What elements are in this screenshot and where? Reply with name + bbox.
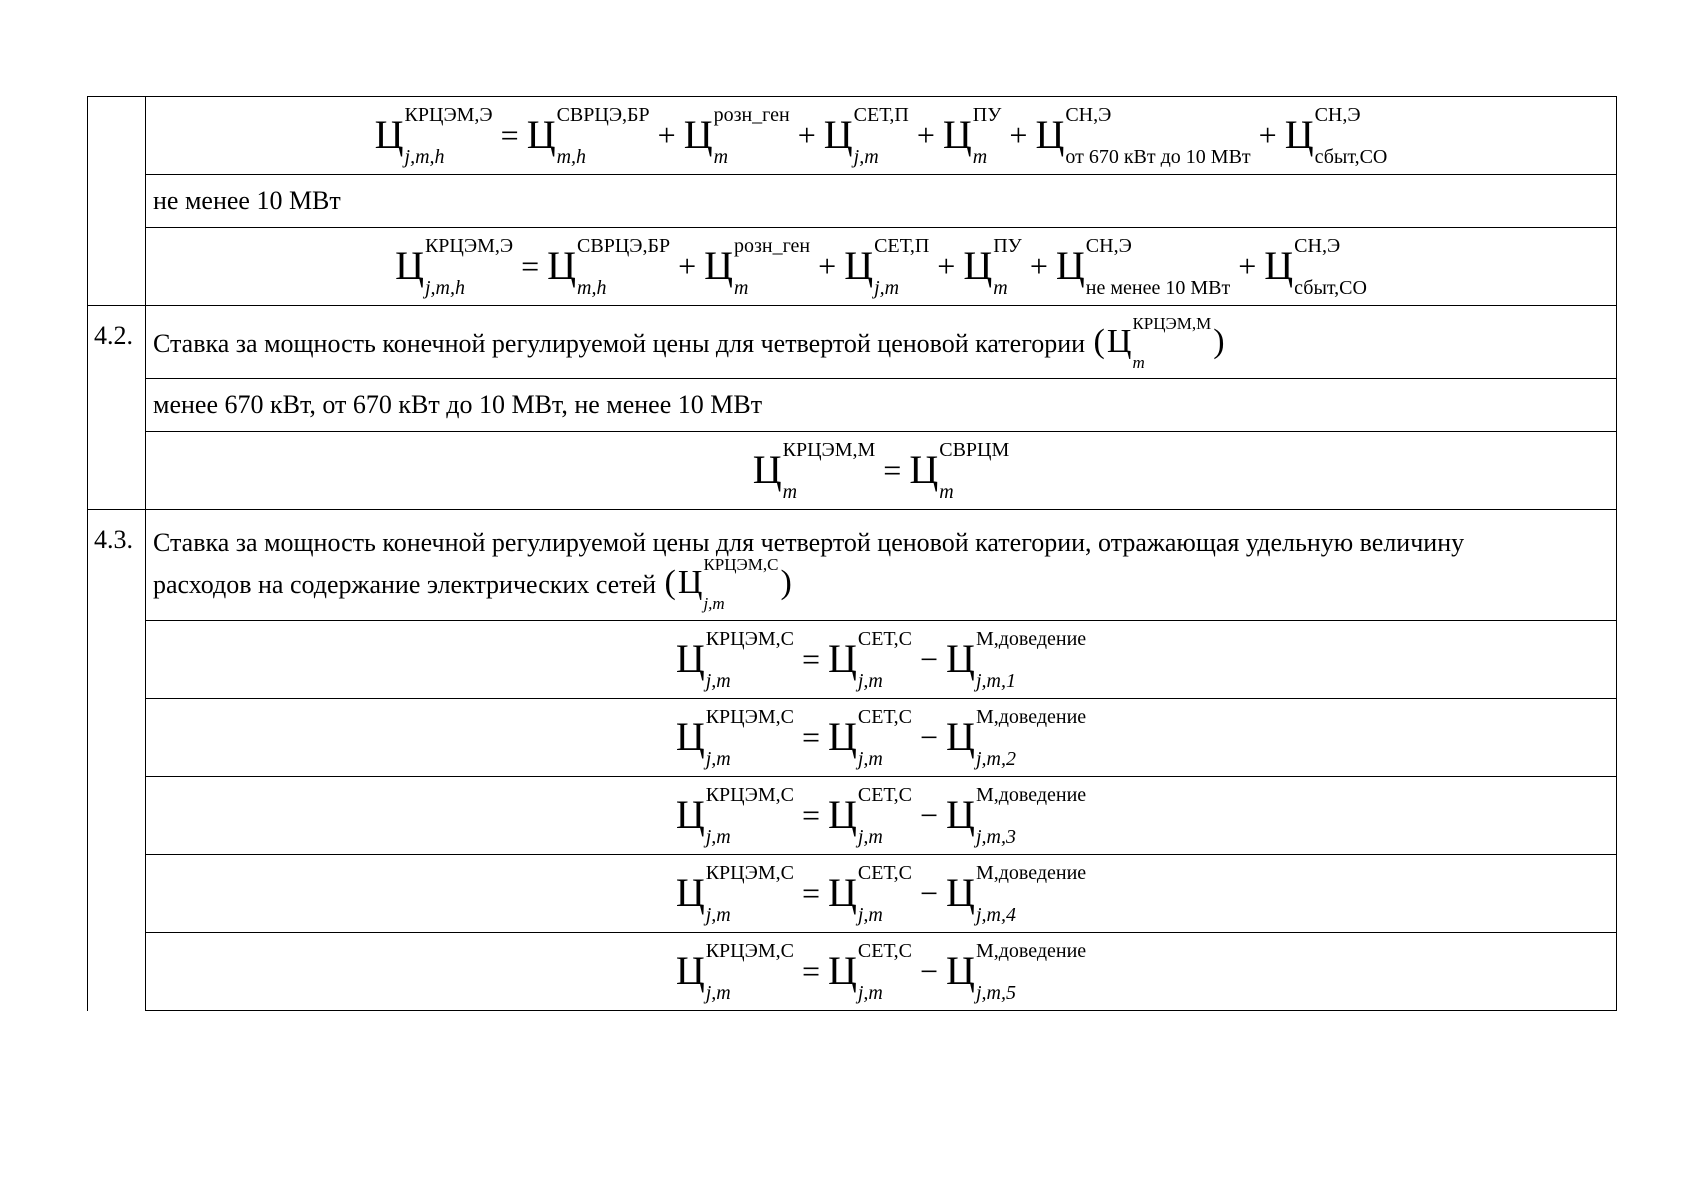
section-number: 4.3. — [88, 510, 146, 1011]
row-number-cell — [88, 97, 146, 306]
table-row — [88, 933, 1617, 1011]
table-row — [88, 306, 1617, 379]
tariff-table — [87, 96, 1617, 1011]
table-row — [88, 855, 1617, 933]
equals-sign: = — [801, 952, 820, 989]
equals-sign: = — [801, 718, 820, 755]
price-symbol: Ц ПУ m — [942, 104, 1002, 169]
section-title: Ставка за мощность конечной регулируемой цены для четвертой ценовой категории, отражающая удельную величину расходов на содержание электрических сетей ( Ц КРЦЭМ,C j,m ) — [146, 510, 1617, 621]
table-row — [88, 175, 1617, 228]
price-symbol: Ц М,доведение j,m,1 — [946, 628, 1087, 693]
price-symbol: Ц М,доведение j,m,2 — [946, 706, 1087, 771]
price-symbol: Ц М,доведение j,m,4 — [946, 862, 1087, 927]
equals-sign: = — [801, 796, 820, 833]
price-symbol: Ц СН,Э сбыт,СО — [1284, 104, 1388, 169]
price-symbol: Ц М,доведение j,m,5 — [946, 940, 1087, 1005]
price-symbol: Ц СЕТ,C j,m — [827, 862, 912, 927]
plus-sign: + — [657, 116, 676, 153]
minus-sign: − — [920, 796, 939, 833]
formula-cell — [146, 933, 1617, 1011]
section-number: 4.2. — [88, 306, 146, 510]
equals-sign: = — [801, 874, 820, 911]
plus-sign: + — [1029, 247, 1048, 284]
equals-sign: = — [883, 451, 902, 488]
formula-cell — [146, 621, 1617, 699]
table-row — [88, 510, 1617, 621]
section-title: Ставка за мощность конечной регулируемой цены для четвертой ценовой категории ( Ц КРЦЭМ,М m ) — [146, 306, 1617, 379]
table-row — [88, 699, 1617, 777]
price-symbol: Ц КРЦЭМ,C j,m — [675, 628, 794, 693]
plus-sign: + — [1009, 116, 1028, 153]
formula-network-2 — [675, 706, 1087, 771]
price-symbol: Ц СЕТ,C j,m — [827, 784, 912, 849]
formula-cell — [146, 432, 1617, 510]
price-symbol: Ц СН,Э от 670 кВт до 10 МВт — [1035, 104, 1251, 169]
price-symbol: Ц розн_ген m — [683, 104, 790, 169]
plus-sign: + — [1258, 116, 1277, 153]
category-label: не менее 10 МВт — [146, 175, 1617, 228]
formula-network-5 — [675, 940, 1087, 1005]
title-symbol: ( Ц КРЦЭМ,М m ) — [1093, 314, 1225, 373]
plus-sign: + — [916, 116, 935, 153]
price-symbol: Ц СВРЦМ m — [909, 439, 1010, 504]
minus-sign: − — [920, 640, 939, 677]
formula-cell — [146, 855, 1617, 933]
price-symbol: Ц СЕТ,C j,m — [827, 940, 912, 1005]
price-symbol: Ц СЕТ,П j,m — [823, 104, 909, 169]
formula-cell — [146, 699, 1617, 777]
price-symbol: Ц розн_ген m — [704, 235, 811, 300]
price-symbol: Ц КРЦЭМ,C j,m — [675, 706, 794, 771]
table-row — [88, 777, 1617, 855]
price-symbol: Ц СН,Э не менее 10 МВт — [1055, 235, 1231, 300]
minus-sign: − — [920, 874, 939, 911]
plus-sign: + — [818, 247, 837, 284]
price-symbol: Ц КРЦЭМ,C j,m — [675, 784, 794, 849]
table-row — [88, 228, 1617, 306]
price-symbol: Ц СЕТ,П j,m — [844, 235, 930, 300]
table-row — [88, 379, 1617, 432]
table-row — [88, 97, 1617, 175]
price-symbol: Ц ПУ m — [963, 235, 1022, 300]
formula-network-1 — [675, 628, 1087, 693]
price-symbol: Ц СН,Э сбыт,СО — [1264, 235, 1367, 300]
minus-sign: − — [920, 952, 939, 989]
price-symbol: Ц КРЦЭМ,Э j,m,h — [374, 104, 493, 169]
plus-sign: + — [797, 116, 816, 153]
table-row — [88, 621, 1617, 699]
equals-sign: = — [500, 116, 519, 153]
minus-sign: − — [920, 718, 939, 755]
formula-cell — [146, 228, 1617, 306]
price-symbol: Ц М,доведение j,m,3 — [946, 784, 1087, 849]
formula-network-4 — [675, 862, 1087, 927]
formula-cell — [146, 97, 1617, 175]
price-symbol: Ц СЕТ,C j,m — [827, 628, 912, 693]
plus-sign: + — [1238, 247, 1257, 284]
plus-sign: + — [937, 247, 956, 284]
formula-network-3 — [675, 784, 1087, 849]
formula-energy-670-10 — [374, 104, 1388, 169]
price-symbol: Ц СВРЦЭ,БР m,h — [526, 104, 650, 169]
price-symbol: Ц КРЦЭМ,C j,m — [675, 940, 794, 1005]
equals-sign: = — [801, 640, 820, 677]
formula-capacity — [752, 439, 1010, 504]
price-symbol: Ц СВРЦЭ,БР m,h — [547, 235, 671, 300]
price-symbol: Ц КРЦЭМ,Э j,m,h — [395, 235, 514, 300]
formula-energy-10 — [395, 235, 1367, 300]
price-symbol: Ц КРЦЭМ,М m — [752, 439, 876, 504]
equals-sign: = — [521, 247, 540, 284]
price-symbol: Ц СЕТ,C j,m — [827, 706, 912, 771]
title-symbol: ( Ц КРЦЭМ,C j,m ) — [664, 554, 792, 613]
plus-sign: + — [678, 247, 697, 284]
price-symbol: Ц КРЦЭМ,C j,m — [675, 862, 794, 927]
category-label: менее 670 кВт, от 670 кВт до 10 МВт, не менее 10 МВт — [146, 379, 1617, 432]
table-row — [88, 432, 1617, 510]
formula-cell — [146, 777, 1617, 855]
